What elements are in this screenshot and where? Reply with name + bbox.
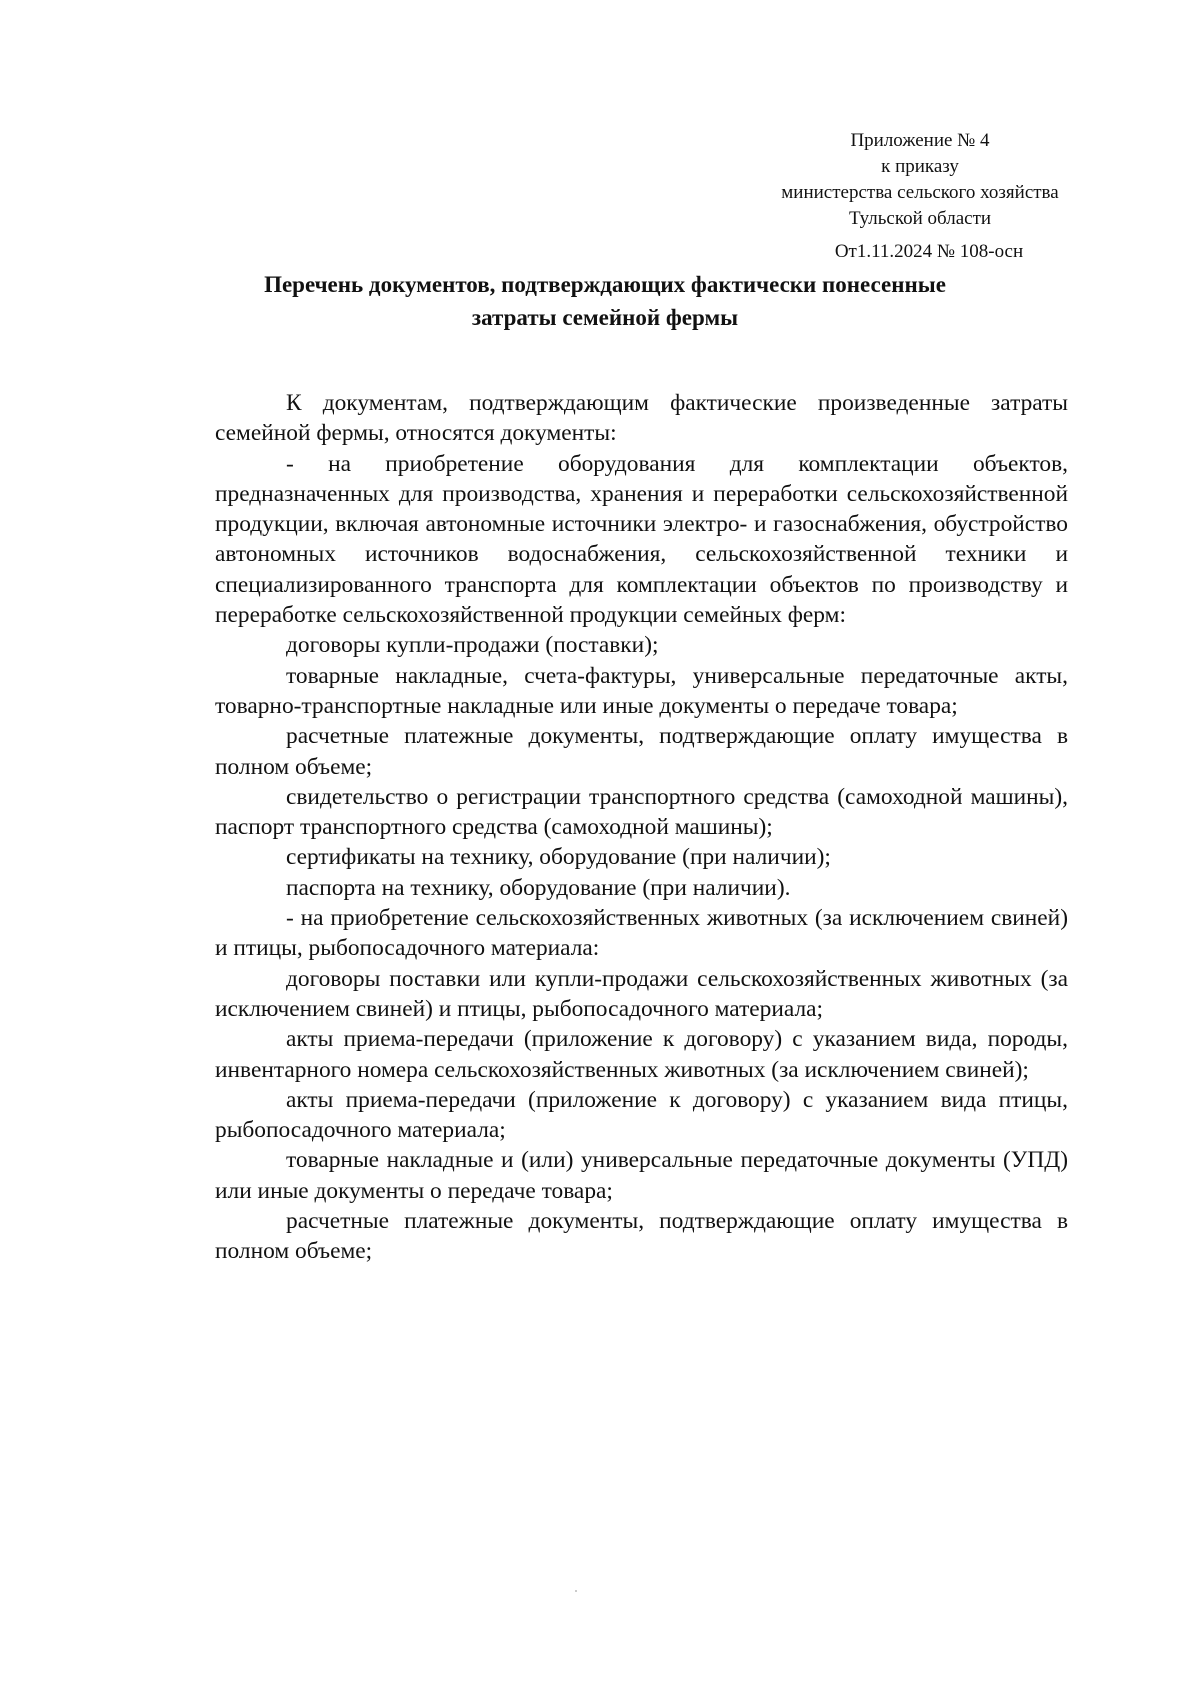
document-body (215, 388, 1068, 1267)
animals-section-paragraph: - на приобретение сельскохозяйственных животных (за исключением свиней) и птицы, рыбопосадочного материала: (215, 905, 1068, 962)
appendix-date-number: От1.11.2024 № 108-осн (834, 241, 1024, 262)
appendix-header (740, 128, 1100, 265)
list-item: товарные накладные и (или) универсальные передаточные документы (УПД) или иные документы о передаче товара; (215, 1147, 1068, 1204)
scan-speck (575, 1590, 577, 1592)
list-item: товарные накладные, счета-фактуры, универсальные передаточные акты, товарно-транспортные накладные или иные документы о передаче товара; (215, 662, 1068, 719)
document-title-line-2: затраты семейной фермы (471, 305, 739, 330)
list-item: паспорта на технику, оборудование (при наличии). (286, 874, 791, 901)
document-title-line-1: Перечень документов, подтверждающих фактически понесенные (264, 272, 946, 297)
list-item: договоры поставки или купли-продажи сельскохозяйственных животных (за исключением свиней) и птицы, рыбопосадочного материала; (215, 965, 1068, 1022)
list-item: акты приема-передачи (приложение к договору) с указанием вида птицы, рыбопосадочного материала; (215, 1086, 1068, 1144)
equipment-section-paragraph: - на приобретение оборудования для комплектации объектов, предназначенных для производства, хранения и переработки сельскохозяйственной продукции, включая автономные источники электро- и газоснабжения, обустройство автономных источников водоснабжения, сельскохозяйственной техники и специализированного транспорта для комплектации объектов по производству и переработке сельскохозяйственной продукции семейных ферм: (215, 450, 1068, 629)
list-item: акты приема-передачи (приложение к договору) с указанием вида, породы, инвентарного номера сельскохозяйственных животных (за исключением свиней); (215, 1026, 1068, 1083)
list-item: договоры купли-продажи (поставки); (286, 632, 659, 659)
appendix-order-ref: к приказу (881, 156, 959, 177)
list-item: расчетные платежные документы, подтверждающие оплату имущества в полном объеме; (215, 723, 1068, 780)
list-item: сертификаты на технику, оборудование (при наличии); (286, 844, 831, 871)
list-item: расчетные платежные документы, подтверждающие оплату имущества в полном объеме; (215, 1208, 1068, 1265)
intro-paragraph: К документам, подтверждающим фактические произведенные затраты семейной фермы, относятся документы: (215, 390, 1068, 447)
document-title (180, 268, 1030, 334)
appendix-number: Приложение № 4 (850, 130, 990, 151)
appendix-region: Тульской области (848, 208, 992, 229)
list-item: свидетельство о регистрации транспортного средства (самоходной машины), паспорт транспортного средства (самоходной машины); (215, 783, 1068, 841)
appendix-ministry: министерства сельского хозяйства (781, 182, 1059, 203)
